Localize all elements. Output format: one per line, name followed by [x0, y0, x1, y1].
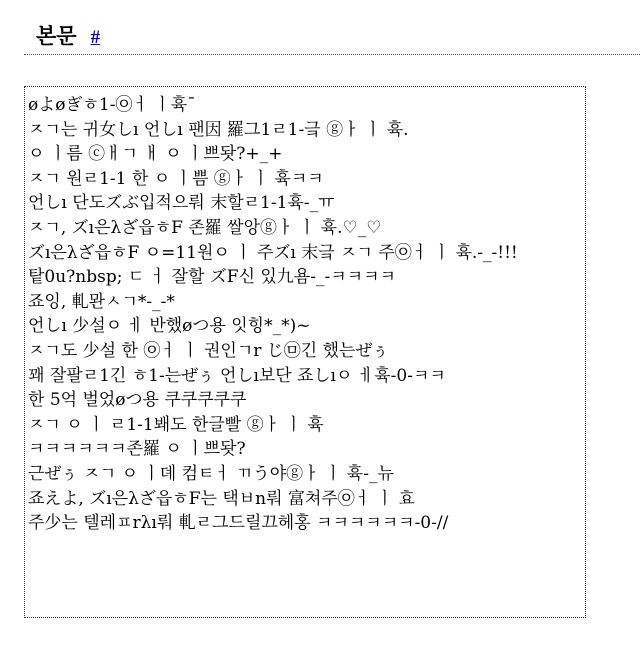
content-box: [24, 86, 586, 618]
content-line: ㅈㄱ는 귀女しı 언しı 팬因 羅그1ㄹ1-긐 ⓖㅏ ㅣ 휵.: [28, 119, 409, 140]
content-line: 죠えよ, ズı은λざ읍ㅎF는 택ㅂn뤄 富쳐주㉧ㅓ ㅣ 효: [28, 488, 415, 509]
content-line: ㅈㄱ, ズı은λざ읍ㅎF 존羅 쌀앙ⓖㅏ ㅣ 휵.♡_♡: [28, 217, 382, 238]
content-line: ㅇ ㅣ름 ⓒㅐㄱ ㅐ ㅇ ㅣ쁘돳?+_+: [28, 144, 283, 165]
section-title: 본문: [36, 24, 77, 48]
content-line: 죠잉, 軋뫈ㅅㄱ*-_-*: [28, 291, 175, 312]
content-line: ㅋㅋㅋㅋㅋㅋ존羅 ㅇ ㅣ쁘돳?: [28, 439, 246, 460]
content-line: ㅈㄱ도 少설 한 ㉧ㅓ ㅣ 권인ㄱr じ㉤긴 했는ぜぅ: [28, 340, 389, 361]
section-heading: [36, 20, 100, 52]
content-line: 언しı 少설ㅇ ㅔ 반했øつ용 잇힝*_*)~: [28, 316, 311, 337]
content-line: øよøぎㅎ1-㉧ㅓ ㅣ휵ˉ: [28, 95, 196, 115]
heading-divider: [24, 54, 640, 55]
content-line: 근ぜぅ ㅈㄱ ㅇ ㅣ뎨 컴ㅌㅓ ㄲう야ⓖㅏ ㅣ 휵-_뉴: [28, 463, 394, 484]
content-line: 탙0u?nbsp; ㄷ ㅓ 잘할 ズF신 있九욤-_-ㅋㅋㅋㅋ: [28, 267, 396, 288]
content-line: ㅈㄱ 원ㄹ1-1 한 ㅇ ㅣ쁨 ⓖㅏ ㅣ 휵ㅋㅋ: [28, 168, 324, 189]
content-line: ㅈㄱ ㅇ ㅣ ㄹ1-1봬도 한글빨 ⓖㅏ ㅣ 휵: [28, 414, 324, 435]
content-line: 한 5억 벌었øつ용 쿠쿠쿠쿠쿠: [28, 390, 247, 411]
content-line: 언しı 단도ズぶ입적으뤄 末할ㄹ1-1휵-_ㅠ: [28, 193, 335, 214]
section-anchor-link[interactable]: #: [90, 27, 101, 48]
content-line: ズı은λざ읍ㅎF ㅇ=11원ㅇ ㅣ 주ズı 末긐 ㅈㄱ 주㉧ㅓ ㅣ 휵.-_-!!!: [28, 242, 518, 263]
content-line: 꽤 잘팔ㄹ1긴 ㅎ1-는ぜぅ 언しı보단 죠しıㅇ ㅔ휵-0-ㅋㅋ: [28, 365, 446, 386]
content-line: 주少는 텔레ㅍrλı뤄 軋ㄹ그드릴끄헤홍 ㅋㅋㅋㅋㅋㅋ-0-//: [28, 513, 449, 534]
